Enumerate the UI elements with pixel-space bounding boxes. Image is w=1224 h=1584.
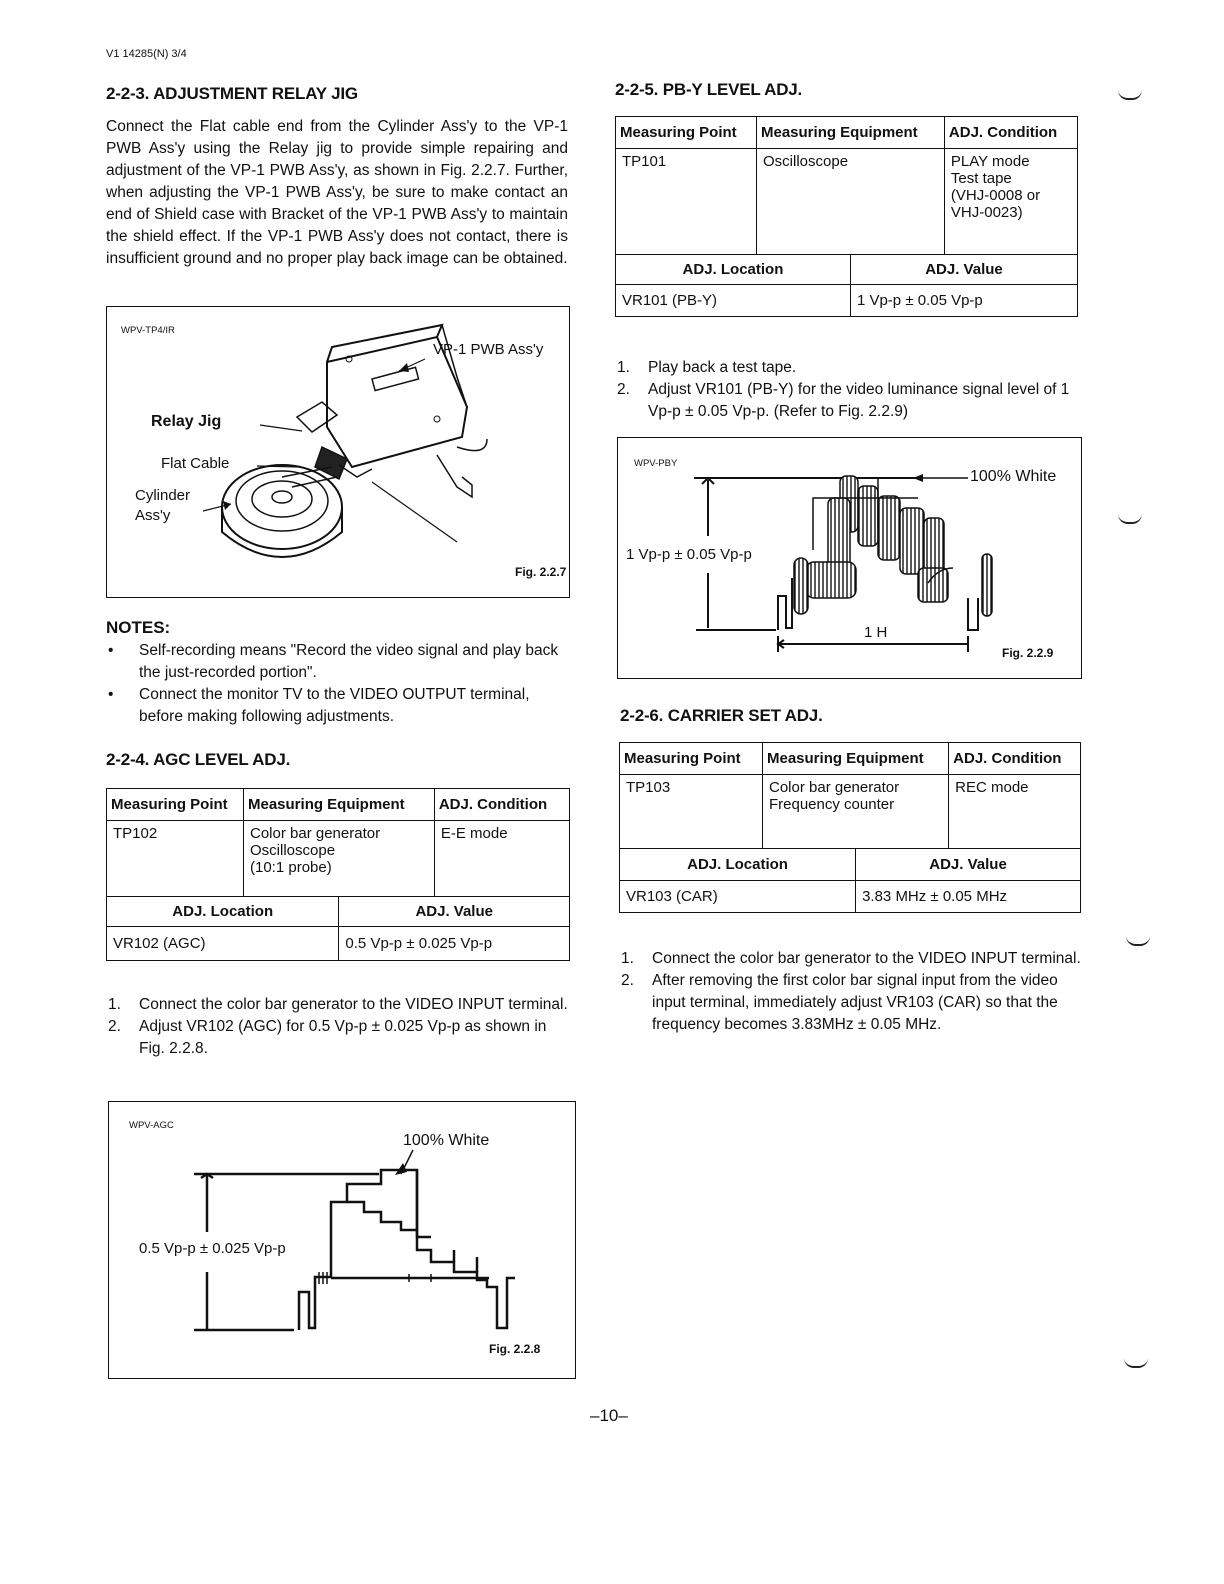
margin-mark — [1124, 1358, 1148, 1368]
cell-location: VR101 (PB-Y) — [616, 285, 851, 317]
figure-relay-jig — [106, 306, 570, 598]
margin-mark — [1118, 90, 1142, 100]
note-item: • Self-recording means "Record the video signal and play back the just-recorded portion". — [106, 640, 572, 684]
header-measuring-point: Measuring Point — [620, 743, 763, 775]
header-adj-condition: ADJ. Condition — [949, 743, 1081, 775]
cell-point: TP103 — [620, 775, 763, 849]
margin-mark — [1126, 936, 1150, 946]
header-adj-location: ADJ. Location — [616, 255, 851, 285]
notes-title: NOTES: — [106, 618, 171, 637]
cell-condition: (VHJ-0008 or — [950, 187, 1041, 204]
cell-point: TP101 — [616, 149, 757, 255]
section-title-225: 2-2-5. PB-Y LEVEL ADJ. — [615, 80, 803, 99]
cell-condition: REC mode — [949, 775, 1081, 849]
header-measuring-equipment: Measuring Equipment — [757, 117, 945, 149]
agc-steps — [106, 994, 570, 1060]
step-item: 1. Play back a test tape. — [617, 359, 797, 376]
figure-id: WPV-PBY — [634, 458, 678, 469]
section-body-223: Connect the Flat cable end from the Cylinder Ass'y to the VP-1 PWB Ass'y using the Relay jig to provide simple repairing and adjustment of the VP-1 PWB Ass'y, as shown in Fig. 2.2.7. Further, when adjusting the VP-1 PWB Ass'y, be sure to make contact an end of Shield case with Bracket of the VP-1 PWB Ass'y to maintain the shield effect. If the VP-1 PWB Ass'y does not contact, there is insufficient ground and no proper play back image can be obtained. — [106, 118, 568, 267]
header-adj-value: ADJ. Value — [856, 849, 1081, 881]
page-number: –10– — [590, 1406, 628, 1425]
note-item: • Connect the monitor TV to the VIDEO OUTPUT terminal, before making following adjustments. — [106, 684, 572, 728]
figure-caption: Fig. 2.2.8 — [489, 1342, 541, 1356]
figure-caption: Fig. 2.2.7 — [515, 565, 567, 579]
label-cylinder: Cylinder — [135, 487, 191, 504]
cell-location: VR102 (AGC) — [107, 927, 339, 961]
label-level: 1 Vp-p ± 0.05 Vp-p — [626, 546, 752, 563]
carrier-steps — [619, 948, 1083, 1036]
cell-condition: E-E mode — [434, 821, 569, 897]
header-adj-location: ADJ. Location — [107, 897, 339, 927]
cell-condition: Test tape — [950, 170, 1012, 187]
label-cylinder-assy: Ass'y — [135, 507, 171, 524]
cell-equipment: (10:1 probe) — [250, 859, 332, 876]
pby-waveform-drawing — [618, 438, 1081, 678]
step-item: 2. After removing the first color bar signal input from the video input terminal, immediately adjust VR103 (CAR) so that the frequency becomes 3.83MHz ± 0.05 MHz. — [621, 972, 1058, 1033]
figure-caption: Fig. 2.2.9 — [1002, 646, 1054, 660]
figure-id: WPV-TP4/IR — [121, 325, 175, 336]
label-relay-jig: Relay Jig — [151, 413, 222, 430]
header-adj-location: ADJ. Location — [620, 849, 856, 881]
figure-pby-waveform — [617, 437, 1082, 679]
step-item: 2. Adjust VR101 (PB-Y) for the video luminance signal level of 1 Vp-p ± 0.05 Vp-p. (Refer to Fig. 2.2.9) — [617, 381, 1070, 420]
label-level: 0.5 Vp-p ± 0.025 Vp-p — [139, 1240, 286, 1257]
cell-point: TP102 — [107, 821, 244, 897]
step-item: 1. Connect the color bar generator to the VIDEO INPUT terminal. — [108, 996, 568, 1013]
cell-equipment: Color bar generator — [250, 825, 381, 842]
margin-mark — [1118, 514, 1142, 524]
pby-steps — [615, 357, 1080, 423]
figure-id: WPV-AGC — [129, 1120, 174, 1131]
header-adj-value: ADJ. Value — [850, 255, 1077, 285]
cell-equipment: Frequency counter — [769, 796, 895, 813]
header-measuring-point: Measuring Point — [616, 117, 757, 149]
step-item: 1. Connect the color bar generator to the VIDEO INPUT terminal. — [621, 950, 1081, 967]
label-1h: 1 H — [864, 624, 888, 641]
header-measuring-point: Measuring Point — [107, 789, 244, 821]
label-100-white: 100% White — [403, 1132, 490, 1149]
cell-value: 1 Vp-p ± 0.05 Vp-p — [850, 285, 1077, 317]
notes-block — [106, 618, 572, 728]
cell-value: 0.5 Vp-p ± 0.025 Vp-p — [339, 927, 570, 961]
agc-adjustment-table — [106, 788, 570, 961]
cell-condition: VHJ-0023) — [950, 204, 1023, 221]
step-item: 2. Adjust VR102 (AGC) for 0.5 Vp-p ± 0.025 Vp-p as shown in Fig. 2.2.8. — [108, 1018, 547, 1057]
cell-value: 3.83 MHz ± 0.05 MHz — [856, 881, 1081, 913]
agc-waveform-drawing — [109, 1102, 575, 1378]
cell-location: VR103 (CAR) — [620, 881, 856, 913]
label-vp1-pwb: VP-1 PWB Ass'y — [433, 341, 544, 358]
section-title-224: 2-2-4. AGC LEVEL ADJ. — [106, 750, 291, 769]
label-flat-cable: Flat Cable — [161, 455, 230, 472]
label-100-white: 100% White — [970, 468, 1057, 485]
section-title-226: 2-2-6. CARRIER SET ADJ. — [620, 706, 823, 725]
figure-agc-waveform — [108, 1101, 576, 1379]
cell-equipment: Oscilloscope — [757, 149, 945, 255]
pby-adjustment-table — [615, 116, 1078, 317]
cell-equipment: Oscilloscope — [250, 842, 336, 859]
cell-equipment: Color bar generator — [769, 779, 900, 796]
cell-condition: PLAY mode — [950, 153, 1030, 170]
header-measuring-equipment: Measuring Equipment — [244, 789, 435, 821]
header-adj-condition: ADJ. Condition — [434, 789, 569, 821]
carrier-adjustment-table — [619, 742, 1081, 913]
header-measuring-equipment: Measuring Equipment — [763, 743, 949, 775]
header-adj-condition: ADJ. Condition — [944, 117, 1077, 149]
document-id: V1 14285(N) 3/4 — [106, 48, 187, 60]
section-title-223: 2-2-3. ADJUSTMENT RELAY JIG — [106, 84, 358, 103]
header-adj-value: ADJ. Value — [339, 897, 570, 927]
